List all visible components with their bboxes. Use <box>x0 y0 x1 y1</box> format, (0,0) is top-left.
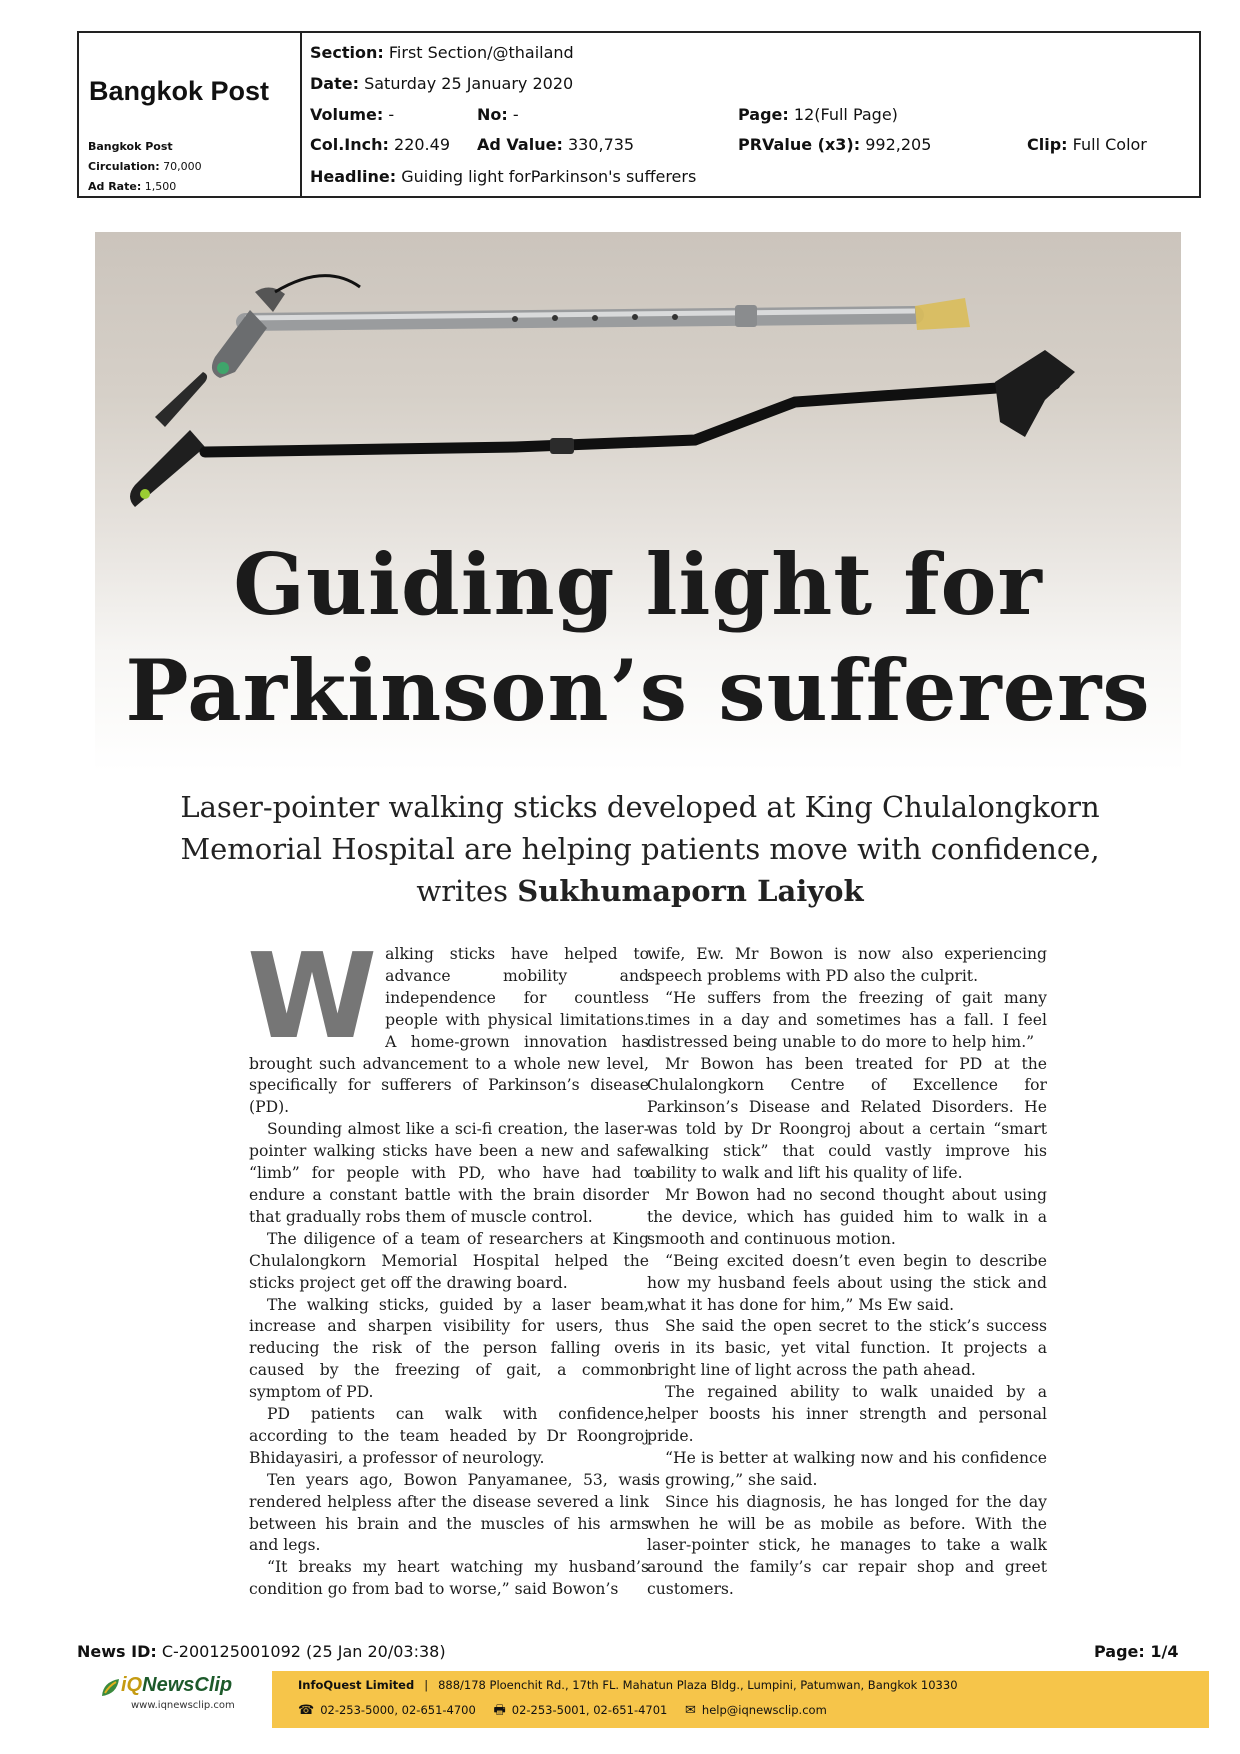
headline-line-1: Guiding light for <box>233 535 1043 634</box>
email-link[interactable]: help@iqnewsclip.com <box>701 1703 827 1717</box>
fax-icon: 🖶 <box>493 1703 506 1718</box>
paragraph: wife, Ew. Mr Bowon is now also experiencing speech problems with PD also the culprit. <box>647 945 1047 985</box>
clipping-header <box>77 31 1201 198</box>
article-column-2 <box>647 944 1047 1601</box>
standfirst <box>100 786 1180 912</box>
headline-field: Headline: Guiding light forParkinson's sufferers <box>310 167 697 186</box>
paragraph: Mr Bowon has been treated for PD at the Chulalongkorn Centre of Excellence for Parkinson’s Disease and Related Disorders. He was told by Dr Roongroj about a certain “smart walking stick” that could vastly improve his ability to walk and lift his quality of life. <box>647 1054 1047 1183</box>
page-number: Page: 1/4 <box>1094 1642 1179 1661</box>
article-headline <box>95 532 1181 744</box>
paragraph: Since his diagnosis, he has longed for the day when he will be as mobile as before. With the laser-pointer stick, he manages to take a walk around the family’s car repair shop and greet customers. <box>647 1492 1047 1599</box>
paragraph: Walking sticks have helped to advance mobility and independence for countless people with physical limitations. A home-grown innovation has brought such advancement to a whole new level, specifically for sufferers of Parkinson’s disease (PD). <box>247 927 649 1117</box>
publication-small: Bangkok Post <box>88 140 173 153</box>
walking-sticks-photo <box>95 232 1181 772</box>
ad-rate: Ad Rate: 1,500 <box>88 180 177 193</box>
date-field: Date: Saturday 25 January 2020 <box>310 74 574 93</box>
paragraph: Ten years ago, Bowon Panyamanee, 53, was rendered helpless after the disease severed a link between his brain and the muscles of his arms and legs. <box>249 1470 649 1555</box>
page-field: Page: 12(Full Page) <box>738 105 898 124</box>
contact-bar <box>272 1671 1209 1728</box>
headline-line-2: Parkinson’s sufferers <box>125 641 1151 740</box>
phone-icon: ☎ <box>298 1703 315 1718</box>
standfirst-line-1: Laser-pointer walking sticks developed at King Chulalongkorn <box>180 790 1100 824</box>
email-icon: ✉ <box>685 1703 696 1718</box>
article-column-1 <box>247 927 649 1601</box>
phone-numbers[interactable]: 02-253-5000, 02-651-4700 <box>320 1703 476 1717</box>
colinch-field: Col.Inch: 220.49 <box>310 135 450 154</box>
prvalue-field: PRValue (x3): 992,205 <box>738 135 932 154</box>
advalue-field: Ad Value: 330,735 <box>477 135 635 154</box>
byline: writes Sukhumaporn Laiyok <box>416 874 864 908</box>
contact-details <box>298 1701 827 1723</box>
leaf-icon <box>99 1676 123 1700</box>
paragraph: Sounding almost like a sci-fi creation, the laser-pointer walking sticks have been a new and safe “limb” for people with PD, who have had to endure a constant battle with the brain disorder that gradually robs them of muscle control. <box>249 1120 649 1226</box>
silver-walking-stick <box>212 276 970 378</box>
paragraph: The walking sticks, guided by a laser beam, increase and sharpen visibility for users, thus reducing the risk of the person falling over caused by the freezing of gait, a common symptom of PD. <box>249 1295 649 1402</box>
black-walking-stick <box>130 350 1075 507</box>
news-id: News ID: C-200125001092 (25 Jan 20/03:38) <box>77 1642 446 1661</box>
logo-text: iQNewsClip <box>121 1674 233 1696</box>
author-name: Sukhumaporn Laiyok <box>517 874 864 908</box>
paragraph: She said the open secret to the stick’s success is in its basic, yet vital function. It projects a bright line of light across the path ahead. <box>647 1317 1047 1380</box>
circulation: Circulation: 70,000 <box>88 160 202 173</box>
publication-name: Bangkok Post <box>89 76 270 106</box>
header-divider <box>300 33 302 196</box>
fax-numbers: 02-253-5001, 02-651-4701 <box>511 1703 668 1717</box>
paragraph: The diligence of a team of researchers at King Chulalongkorn Memorial Hospital helped the sticks project get off the drawing board. <box>249 1229 649 1292</box>
logo-url: www.iqnewsclip.com <box>131 1700 235 1711</box>
company-address: InfoQuest Limited | 888/178 Ploenchit Rd., 17th FL. Mahatun Plaza Bldg., Lumpini, Patumwan, Bangkok 10330 <box>298 1678 958 1692</box>
paragraph: “It breaks my heart watching my husband’s condition go from bad to worse,” said Bowon’s <box>249 1558 649 1599</box>
paragraph: “He suffers from the freezing of gait many times in a day and sometimes has a fall. I feel distressed being unable to do more to help him.” <box>647 988 1047 1051</box>
volume-field: Volume: - <box>310 105 395 124</box>
paragraph: Mr Bowon had no second thought about using the device, which has guided him to walk in a smooth and continuous motion. <box>647 1185 1047 1248</box>
number-field: No: - <box>477 105 519 124</box>
drop-cap: W <box>247 927 378 1065</box>
paragraph: “He is better at walking now and his confidence is growing,” she said. <box>647 1448 1047 1489</box>
iqnewsclip-logo[interactable] <box>99 1672 259 1720</box>
section-field: Section: First Section/@thailand <box>310 43 574 62</box>
paragraph: The regained ability to walk unaided by a helper boosts his inner strength and personal pride. <box>647 1383 1047 1445</box>
paragraph: “Being excited doesn’t even begin to describe how my husband feels about using the stick and what it has done for him,” Ms Ew said. <box>647 1251 1047 1314</box>
paragraph: PD patients can walk with confidence, according to the team headed by Dr Roongroj Bhidayasiri, a professor of neurology. <box>249 1405 649 1467</box>
standfirst-line-2: Memorial Hospital are helping patients move with confidence, <box>180 832 1100 866</box>
clip-field: Clip: Full Color <box>1027 135 1147 154</box>
